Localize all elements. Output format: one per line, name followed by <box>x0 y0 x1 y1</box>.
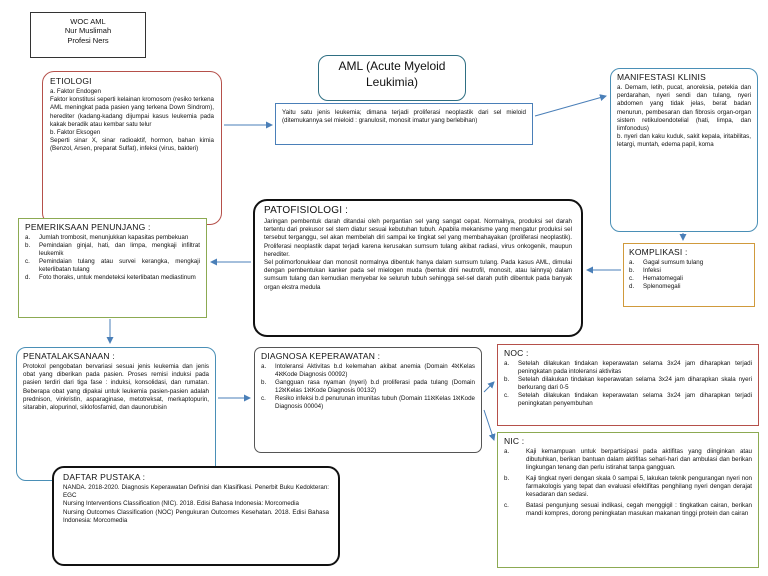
list-marker: c. <box>504 502 509 510</box>
list-item <box>629 275 749 283</box>
list-text: Kaji kemampuan untuk berpartisipasi pada aktifitas yang diinginkan atau dibutuhkan, berikan bantuan dalam aktifitas sehari-hari dan ambulasi dan berikan lingkungan tenang dan perlu istirahat tanpa gangguan. <box>526 448 752 472</box>
komplikasi-box <box>623 243 755 307</box>
list-item <box>629 267 749 275</box>
patofisiologi-box <box>253 199 583 337</box>
definisi-text: Yaitu satu jenis leukemia; dimana terjadi proliferasi neoplastik dari sel mieloid (ditemukannya sel mieloid : granulosit, monosit imatur yang berlebihan) <box>282 109 526 125</box>
list-item <box>629 283 749 291</box>
list-marker: c. <box>629 275 634 283</box>
pustaka-entry: NANDA. 2018-2020. Diagnosis Keperawatan Definisi dan Klasifikasi. Penerbit Buku Kedokteran: EGC <box>63 484 329 500</box>
list-item <box>25 274 200 282</box>
penatalaksanaan-text: Protokol pengobatan bervariasi sesuai jenis leukemia dan jenis obat yang diberikan pada pasien. Proses remisi induksi pada pasien terdiri dari tiga fase : induksi, konsolidasi, dan rumatan. Beberapa obat yang dipakai untuk leukemia pasien-pasien adalah prednison, vinkristin, asparaginase, metotreksat, merkaptopurin, sitarabin, alopurinol, siklofosfamid, dan daunorubisin <box>23 363 209 411</box>
list-marker: a. <box>629 259 635 266</box>
list-marker: b. <box>504 376 510 384</box>
list-marker: a. <box>504 360 510 367</box>
list-item <box>504 448 752 472</box>
list-marker: c. <box>25 258 30 266</box>
list-text: Jumlah trombosit, menunjukkan kapasitas pembekuan <box>39 234 189 241</box>
list-text: Gangguan rasa nyaman (nyeri) b.d proliferasi pada tulang (Domain 12ℵKelas 1ℵKode Diagnosis 00132) <box>275 379 475 395</box>
diagnosa-box <box>254 347 482 453</box>
etiologi-paragraph: b. Faktor Eksogen <box>50 128 101 136</box>
aml-title-box <box>318 55 466 101</box>
list-text: Batasi pengunjung sesuai indikasi, cegah menggigil : tingkatkan cairan, berikan mandi kompres, dorong peningkatan masukan makanan tinggi protein dan cairan <box>526 502 752 518</box>
pustaka-entry: Nursing Interventions Classification (NIC). 2018. Edisi Bahasa Indonesia: Morcomedia <box>63 500 299 508</box>
list-marker: a. <box>25 234 31 241</box>
definisi-box <box>275 103 533 145</box>
penunjang-box <box>18 218 207 318</box>
nic-title: NIC : <box>504 436 525 446</box>
list-marker: c. <box>504 392 509 400</box>
pustaka-entry: Nursing Outcomes Classification (NOC) Pengukuran Outcomes Kesehatan. 2018. Edisi Bahasa Indonesia: Morcomedia <box>63 508 329 524</box>
pustaka-title: DAFTAR PUSTAKA : <box>63 472 146 482</box>
pustaka-box <box>52 466 340 566</box>
etiologi-box <box>42 71 222 225</box>
list-marker: d. <box>25 274 31 282</box>
arrow-diagnosa-to-noc <box>484 382 494 392</box>
penunjang-list <box>25 234 200 282</box>
author-line: Profesi Ners <box>67 35 109 45</box>
komplikasi-title: KOMPLIKASI : <box>629 247 688 257</box>
nic-list <box>504 448 752 519</box>
noc-box <box>497 344 759 426</box>
etiologi-paragraph: Seperti sinar X, sinar radioaktif, hormon, bahan kimia (Benzol, Arsen, preparat Sulfat), infeksi (virus, bakteri) <box>50 137 214 153</box>
list-text: Resiko infeksi b.d penurunan imunitas tubuh (Domain 11ℵKelas 1ℵKode Diagnosis 00004) <box>275 395 475 411</box>
list-marker: d. <box>629 283 635 291</box>
aml-title-line: Leukimia) <box>365 74 419 89</box>
etiologi-paragraph: a. Faktor Endogen <box>50 88 101 95</box>
list-text: Hematomegali <box>643 275 683 283</box>
list-marker: b. <box>261 379 267 387</box>
list-item <box>25 258 200 274</box>
author-line: WOC AML <box>70 17 106 26</box>
list-marker: c. <box>261 395 266 403</box>
list-marker: b. <box>25 242 31 250</box>
list-item <box>504 475 752 499</box>
list-marker: b. <box>504 475 510 483</box>
list-text: Foto thoraks, untuk mendeteksi keterlibatan mediastinum <box>39 274 196 282</box>
author-line: Nur Muslimah <box>64 26 112 36</box>
arrow-definisi-to-manifestasi <box>535 96 606 116</box>
manifestasi-paragraph: b. nyeri dan kaku kuduk, sakit kepala, iritabilitas, letargi, muntah, edema papil, koma <box>617 133 751 149</box>
list-text: Kaji tingkat nyeri dengan skala 0 sampai 5, lakukan teknik pengurangan nyeri non farmakologis yang tepat dan evaluasi efektifitas penghilang nyeri dengan derajat kesadaran dan sedasi. <box>526 475 752 499</box>
penatalaksanaan-title: PENATALAKSANAAN : <box>23 351 115 361</box>
penatalaksanaan-box <box>16 347 216 481</box>
list-text: Setelah dilakukan tindakan keperawatan selama 3x24 jam diharapkan terjadi peningkatan penyembuhan <box>518 392 752 408</box>
list-item <box>504 376 752 392</box>
list-text: Infeksi <box>643 267 661 275</box>
manifestasi-paragraph: a. Demam, letih, pucat, anoreksia, petekia dan perdarahan, nyeri sendi dan tulang, nyeri abdomen yang tidak jelas, berat badan menurun, pembesaran dan fibrosis organ-organ sistem retikuloendotelial (hati, limpa, dan limfonodus) <box>617 84 751 132</box>
list-text: Setelah dilakukan tindakan keperawatan selama 3x24 jam diharapkan terjadi peningkatan pada intoleransi aktivitas <box>518 360 752 376</box>
author-box <box>30 12 146 58</box>
list-text: Gagal sumsum tulang <box>643 259 704 266</box>
komplikasi-list <box>629 259 749 291</box>
list-text: Intoleransi Aktivitas b.d kelemahan akibat anemia (Domain 4ℵKelas 4ℵKode Diagnosis 00092) <box>275 363 475 379</box>
noc-title: NOC : <box>504 348 529 358</box>
list-text: Splenomegali <box>643 283 681 291</box>
list-marker: a. <box>261 363 267 370</box>
patofisiologi-title: PATOFISIOLOGI : <box>264 205 349 216</box>
manifestasi-title: MANIFESTASI KLINIS <box>617 72 706 82</box>
patofisiologi-paragraph: Jaringan pembentuk darah ditandai oleh pergantian sel yang sangat cepat. Normalnya, produksi sel darah tertentu dari prekusor sel stem diatur sesuai kebutuhan tubuh. Apabila mekanisme yang mengatur produksi sel tersebut terganggu, sel akan membelah diri sampai ke tingkat sel yang membahayakan (proliferasi neoplastik). Proliferasi neoplastik dapat terjadi karena kerusakan sumsum tulang akibat radiasi, virus onkogenik, maupun herediter. <box>264 218 572 258</box>
list-item <box>25 234 200 242</box>
nic-box <box>497 432 759 568</box>
diagnosa-list <box>261 363 475 411</box>
list-item <box>261 363 475 379</box>
diagnosa-title: DIAGNOSA KEPERAWATAN : <box>261 351 381 361</box>
list-item <box>261 379 475 395</box>
etiologi-title: ETIOLOGI <box>50 76 92 86</box>
list-item <box>261 395 475 411</box>
list-text: Pemindaian ginjal, hati, dan limpa, mengkaji infiltrat leukemik <box>39 242 200 258</box>
penunjang-title: PEMERIKSAAN PENUNJANG : <box>25 222 151 232</box>
list-item <box>629 259 749 267</box>
list-item <box>504 360 752 376</box>
list-text: Pemindaian tulang atau survei kerangka, mengkaji keterlibatan tulang <box>39 258 200 274</box>
list-item <box>504 392 752 408</box>
patofisiologi-paragraph: Sel polimorfonuklear dan monosit normalnya dibentuk hanya dalam sumsum tulang. Pada kasus AML, dimulai dengan pembentukan kanker pada sel mielogen muda (bentuk dini neutrofil, monosit, atau lainnya) dalam sumsum tulang dan kemudian menyebar ke seluruh tubuh sehingga sel-sel darah putih dibentuk pada banyak organ ekstra medula <box>264 258 572 291</box>
list-marker: b. <box>629 267 635 275</box>
list-item <box>25 242 200 258</box>
etiologi-paragraph: Faktor konstitusi seperti kelainan kromosom (resiko terkena AML meningkat pada pasien yang terkena Down Sindrom), herediter (kadang-kadang dijumpai kasus leukemia pada kakak beradik atau kembar satu telur <box>50 96 214 128</box>
noc-list <box>504 360 752 408</box>
list-marker: a. <box>504 448 510 455</box>
manifestasi-box <box>610 68 758 232</box>
aml-title-line: AML (Acute Myeloid <box>338 59 446 73</box>
list-text: Setelah dilakukan tindakan keperawatan selama 3x24 jam diharapkan skala nyeri berkurang dari 0-5 <box>518 376 752 392</box>
arrow-diagnosa-to-nic <box>484 410 494 440</box>
list-item <box>504 502 752 518</box>
